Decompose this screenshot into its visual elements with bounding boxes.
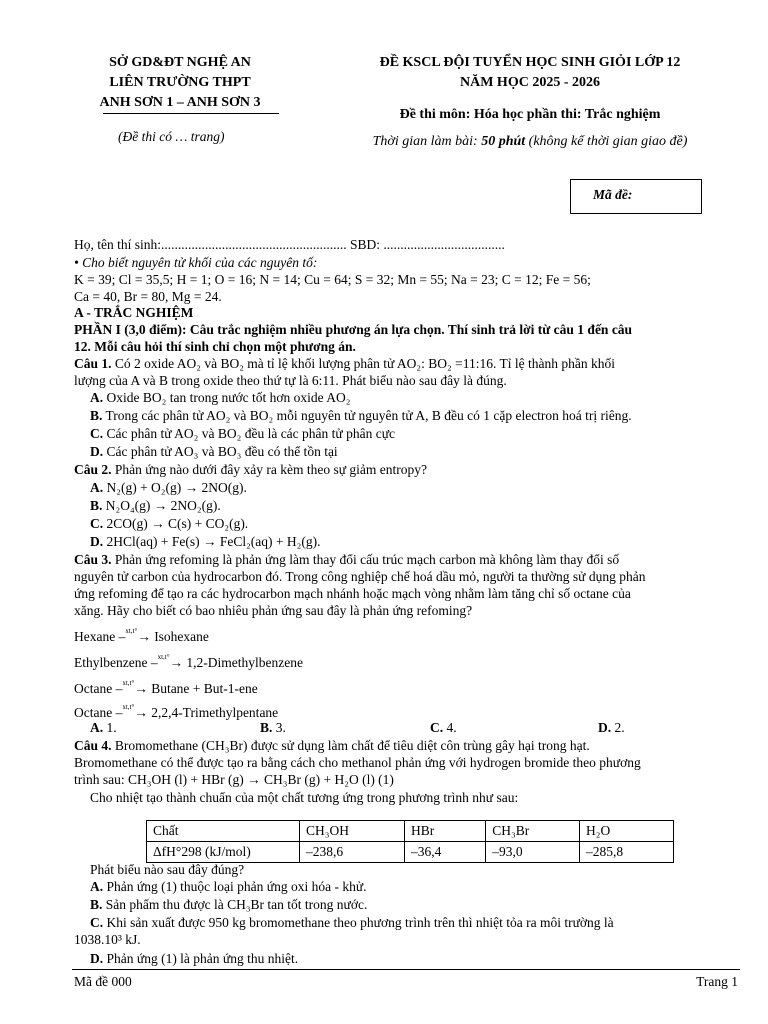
table-cell: –285,8 [579,842,673,863]
q3-stem-2: nguyên tử carbon của hydrocarbon đó. Trong công nghiệp chế hoá dầu mỏ, người ta thường sử dụng phản [74,569,646,584]
exam-time: Thời gian làm bài: 50 phút (không kể thời gian giao đề) [372,134,688,149]
q1-option-d: D. Các phân tử AO₃ và BO₃ đều có thể tồn tại [90,444,338,459]
q4-stem-1: Câu 4. Bromomethane (CH₃Br) được sử dụng làm chất để tiêu diệt côn trùng gây hại trong hạt. [74,738,590,753]
q2-option-c: C. 2CO(g) → C(s) + CO₂(g). [90,516,249,531]
enthalpy-table [146,820,674,863]
part1-instructions-1: PHẦN I (3,0 điểm): Câu trắc nghiệm nhiều phương án lựa chọn. Thí sinh trả lời từ câu 1 đến câu [74,322,633,337]
q4-option-d: D. Phản ứng (1) là phản ứng thu nhiệt. [90,951,299,966]
q1-option-a: A. Oxide BO₂ tan trong nước tốt hơn oxide AO₂ [90,390,351,405]
dept-name: SỞ GD&ĐT NGHỆ AN [109,55,251,70]
exam-code-box [570,179,702,214]
q2-stem: Câu 2. Phản ứng nào dưới đây xảy ra kèm theo sự giảm entropy? [74,462,428,477]
q3-option-b: B. 3. [260,720,286,735]
footer-exam-code: Mã đề 000 [74,974,132,989]
q4-equation: trình sau: CH₃OH (l) + HBr (g) → CH₃Br (g) + H₂O (l) (1) [74,772,394,787]
table-header-cell: H₂O [579,821,673,842]
q3-reaction-4: Octane –$^{xt,t^\circ}$→ 2,2,4-Trimethylpentane [74,703,279,720]
atomic-note: • Cho biết nguyên tử khối của các nguyên tố: [74,255,318,270]
q3-option-c: C. 4. [430,720,457,735]
atomic-masses-1: K = 39; Cl = 35,5; H = 1; O = 16; N = 14; Cu = 64; S = 32; Mn = 55; Na = 23; C = 12; Fe = 56; [74,272,591,287]
q1-stem-1: Câu 1. Có 2 oxide AO₂ và BO₂ mà tỉ lệ khối lượng phân tử AO₂: BO₂ =11:16. Tỉ lệ thành phần khối [74,356,615,371]
table-row-label: ΔfH°298 (kJ/mol) [147,842,300,863]
q4-option-b: B. Sản phẩm thu được là CH₃Br tan tốt trong nước. [90,897,368,912]
table-header-cell: Chất [147,821,300,842]
q2-option-b: B. N₂O₄(g) → 2NO₂(g). [90,498,221,513]
q4-stem-2: Bromomethane có thể được tạo ra bằng cách cho methanol phản ứng với hydrogen bromide theo phương [74,755,641,770]
q3-reaction-1: Hexane –$^{xt,t^\circ}$→ Isohexane [74,627,209,644]
school-sub: ANH SƠN 1 – ANH SƠN 3 [99,95,261,110]
q3-stem-3: ứng refoming để tạo ra các hydrocarbon mạch nhánh hoặc mạch vòng nhằm làm tăng chỉ số octane của [74,586,631,601]
table-cell: –36,4 [404,842,485,863]
q3-stem-1: Câu 3. Phản ứng refoming là phản ứng làm thay đổi cấu trúc mạch carbon mà không làm thay đổi số [74,552,620,567]
table-header-row [147,821,674,842]
q4-option-c-cont: 1038.10³ kJ. [74,932,141,947]
q4-option-a: A. Phản ứng (1) thuộc loại phản ứng oxi hóa - khử. [90,879,367,894]
table-cell: –93,0 [486,842,580,863]
q3-reaction-3: Octane –$^{xt,t^\circ}$→ Butane + But-1-ene [74,679,258,696]
q3-reaction-2: Ethylbenzene –$^{xt,t^\circ}$→ 1,2-Dimethylbenzene [74,653,304,670]
header-rule [103,113,279,114]
section-a-title: A - TRẮC NGHIỆM [74,305,194,320]
q1-option-c: C. Các phân tử AO₂ và BO₂ đều là các phân tử phân cực [90,426,396,441]
page-count-note: (Đề thi có … trang) [118,129,225,144]
exam-code-label: Mã đề: [593,187,633,202]
q2-option-a: A. N₂(g) + O₂(g) → 2NO(g). [90,480,247,495]
exam-title-line1: ĐỀ KSCL ĐỘI TUYỂN HỌC SINH GIỎI LỚP 12 [379,55,681,70]
school-header [60,53,300,113]
q3-stem-4: xăng. Hãy cho biết có bao nhiêu phản ứng sau đây là phản ứng refoming? [74,603,473,618]
table-header-cell: CH₃OH [300,821,405,842]
table-row [147,842,674,863]
q1-option-b: B. Trong các phân tử AO₂ và BO₂ mỗi nguyên tử nguyên tử A, B đều có 1 cặp electron hoá trị riêng. [90,408,632,423]
footer-rule [72,969,740,970]
q4-option-c: C. Khi sản xuất được 950 kg bromomethane theo phương trình trên thì nhiệt tỏa ra môi trường là [90,915,614,930]
exam-subject: Đề thi môn: Hóa học phần thi: Trắc nghiệm [399,107,661,122]
school-name: LIÊN TRƯỜNG THPT [109,75,251,90]
q3-option-d: D. 2. [598,720,625,735]
q1-stem-2: lượng của A và B trong oxide theo thứ tự là 6:11. Phát biểu nào sau đây là đúng. [74,373,507,388]
student-info: Họ, tên thí sinh:....................................................... SBD: .................................... [74,237,505,252]
exam-title-line2: NĂM HỌC 2025 - 2026 [460,75,600,90]
table-cell: –238,6 [300,842,405,863]
q4-stem-4: Cho nhiệt tạo thành chuẩn của một chất tương ứng trong phương trình như sau: [90,790,519,805]
exam-title [320,53,740,93]
atomic-masses-2: Ca = 40, Br = 80, Mg = 24. [74,289,222,304]
table-header-cell: CH₃Br [486,821,580,842]
footer-page-number: Trang 1 [696,974,738,989]
q4-question: Phát biểu nào sau đây đúng? [90,862,245,877]
q3-option-a: A. 1. [90,720,117,735]
table-header-cell: HBr [404,821,485,842]
part1-instructions-2: 12. Mỗi câu hỏi thí sinh chỉ chọn một phương án. [74,339,356,354]
q2-option-d: D. 2HCl(aq) + Fe(s) → FeCl₂(aq) + H₂(g). [90,534,321,549]
